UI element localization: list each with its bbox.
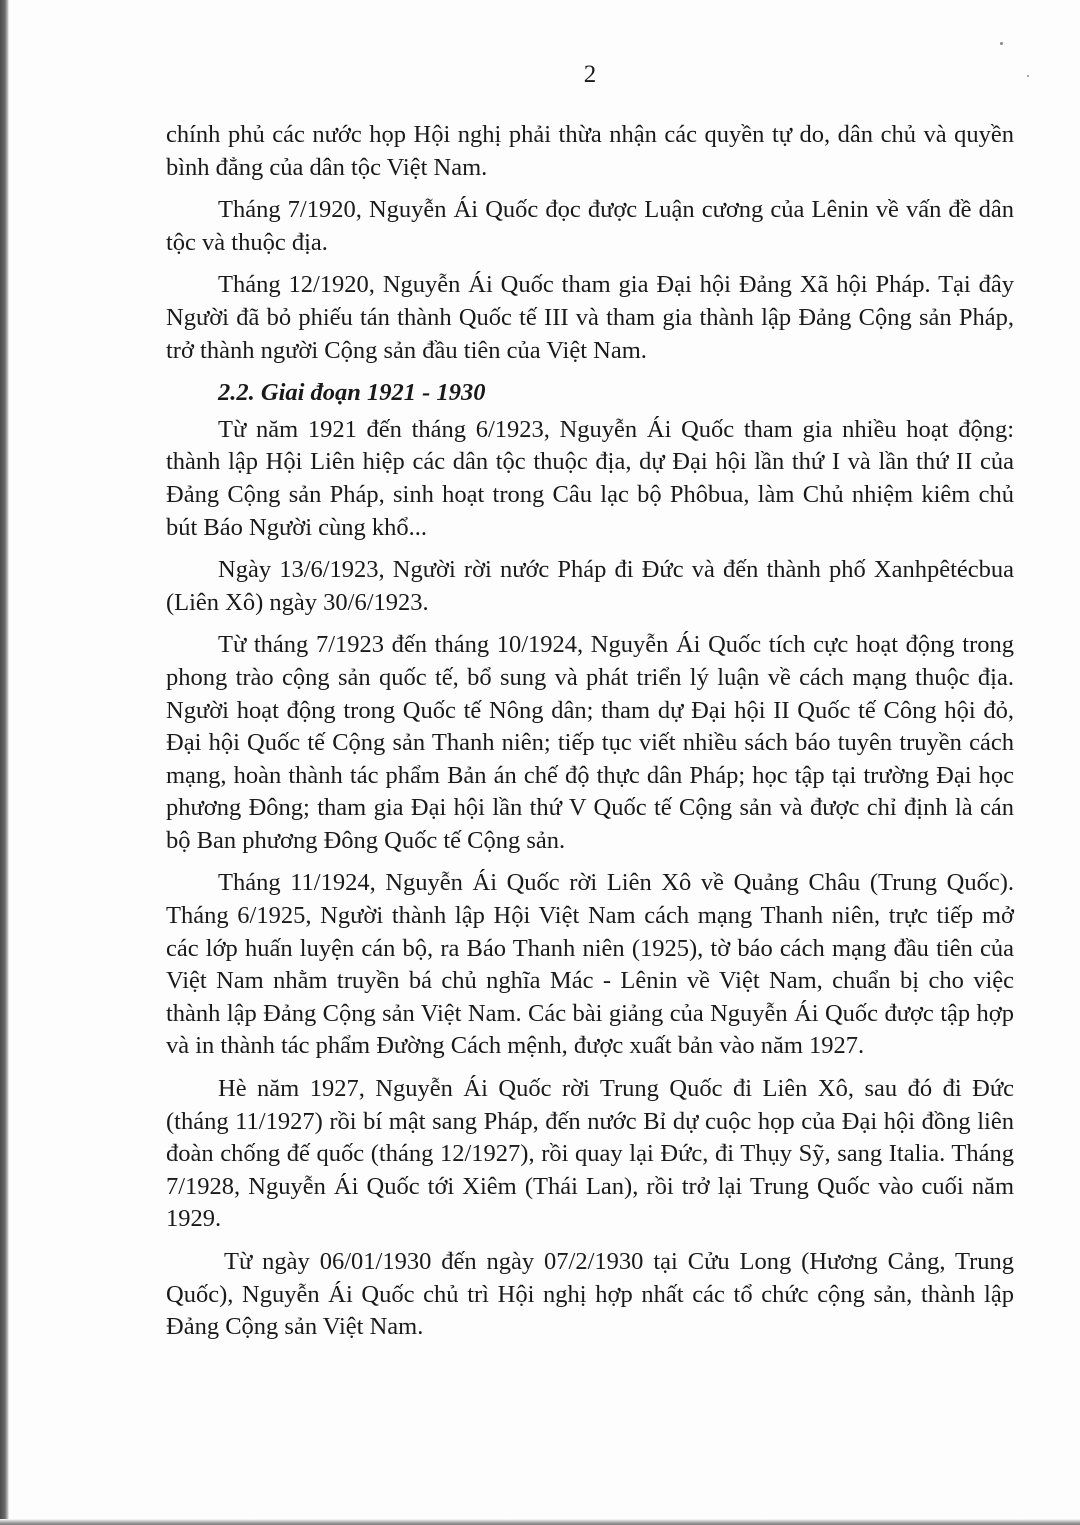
paragraph: Từ tháng 7/1923 đến tháng 10/1924, Nguyễn Ái Quốc tích cực hoạt động trong phong trào cộng sản quốc tế, bổ sung và phát triển lý luận về cách mạng thuộc địa. Người hoạt động trong Quốc tế Nông dân; tham dự Đại hội II Quốc tế Công hội đỏ, Đại hội Quốc tế Cộng sản Thanh niên; tiếp tục viết nhiều sách báo tuyên truyền cách mạng, hoàn thành tác phẩm Bản án chế độ thực dân Pháp; học tập tại trường Đại học phương Đông; tham gia Đại hội lần thứ V Quốc tế Cộng sản và được chỉ định là cán bộ Ban phương Đông Quốc tế Cộng sản.: [166, 631, 1014, 854]
paragraph: Tháng 12/1920, Nguyễn Ái Quốc tham gia Đại hội Đảng Xã hội Pháp. Tại đây Người đã bỏ phiếu tán thành Quốc tế III và tham gia thành lập Đảng Cộng sản Pháp, trở thành người Cộng sản đầu tiên của Việt Nam.: [166, 271, 1014, 364]
paragraph: Tháng 7/1920, Nguyễn Ái Quốc đọc được Luận cương của Lênin về vấn đề dân tộc và thuộc địa.: [166, 196, 1014, 256]
scan-speck: [1000, 42, 1003, 45]
paragraph-continuation: chính phủ các nước họp Hội nghị phải thừa nhận các quyền tự do, dân chủ và quyền bình đẳng của dân tộc Việt Nam.: [166, 121, 1014, 181]
paragraph: Hè năm 1927, Nguyễn Ái Quốc rời Trung Quốc đi Liên Xô, sau đó đi Đức (tháng 11/1927) rồi bí mật sang Pháp, đến nước Bỉ dự cuộc họp của Đại hội đồng liên đoàn chống đế quốc (tháng 12/1927), rồi quay lại Đức, đi Thụy Sỹ, sang Italia. Tháng 7/1928, Nguyễn Ái Quốc tới Xiêm (Thái Lan), rồi trở lại Trung Quốc vào cuối năm 1929.: [166, 1075, 1014, 1233]
document-body: [166, 119, 1014, 1354]
scan-bottom-edge: [0, 1519, 1080, 1525]
paragraph: Từ ngày 06/01/1930 đến ngày 07/2/1930 tại Cửu Long (Hương Cảng, Trung Quốc), Nguyễn Ái Quốc chủ trì Hội nghị hợp nhất các tổ chức cộng sản, thành lập Đảng Cộng sản Việt Nam.: [166, 1248, 1014, 1341]
paragraph: Ngày 13/6/1923, Người rời nước Pháp đi Đức và đến thành phố Xanhpêtécbua (Liên Xô) ngày 30/6/1923.: [166, 556, 1014, 616]
section-heading: 2.2. Giai đoạn 1921 - 1930: [218, 379, 486, 407]
page-number: 2: [583, 61, 597, 88]
paragraph: Tháng 11/1924, Nguyễn Ái Quốc rời Liên Xô về Quảng Châu (Trung Quốc). Tháng 6/1925, Người thành lập Hội Việt Nam cách mạng Thanh niên, trực tiếp mở các lớp huấn luyện cán bộ, ra Báo Thanh niên (1925), tờ báo cách mạng đầu tiên của Việt Nam nhằm truyền bá chủ nghĩa Mác - Lênin về Việt Nam, chuẩn bị cho việc thành lập Đảng Cộng sản Việt Nam. Các bài giảng của Nguyễn Ái Quốc được tập hợp và in thành tác phẩm Đường Cách mệnh, được xuất bản vào năm 1927.: [166, 869, 1014, 1060]
paragraph: Từ năm 1921 đến tháng 6/1923, Nguyễn Ái Quốc tham gia nhiều hoạt động: thành lập Hội Liên hiệp các dân tộc thuộc địa, dự Đại hội lần thứ I và lần thứ II của Đảng Cộng sản Pháp, sinh hoạt trong Câu lạc bộ Phôbua, làm Chủ nhiệm kiêm chủ bút Báo Người cùng khổ...: [166, 415, 1014, 541]
scan-left-edge: [0, 0, 9, 1525]
